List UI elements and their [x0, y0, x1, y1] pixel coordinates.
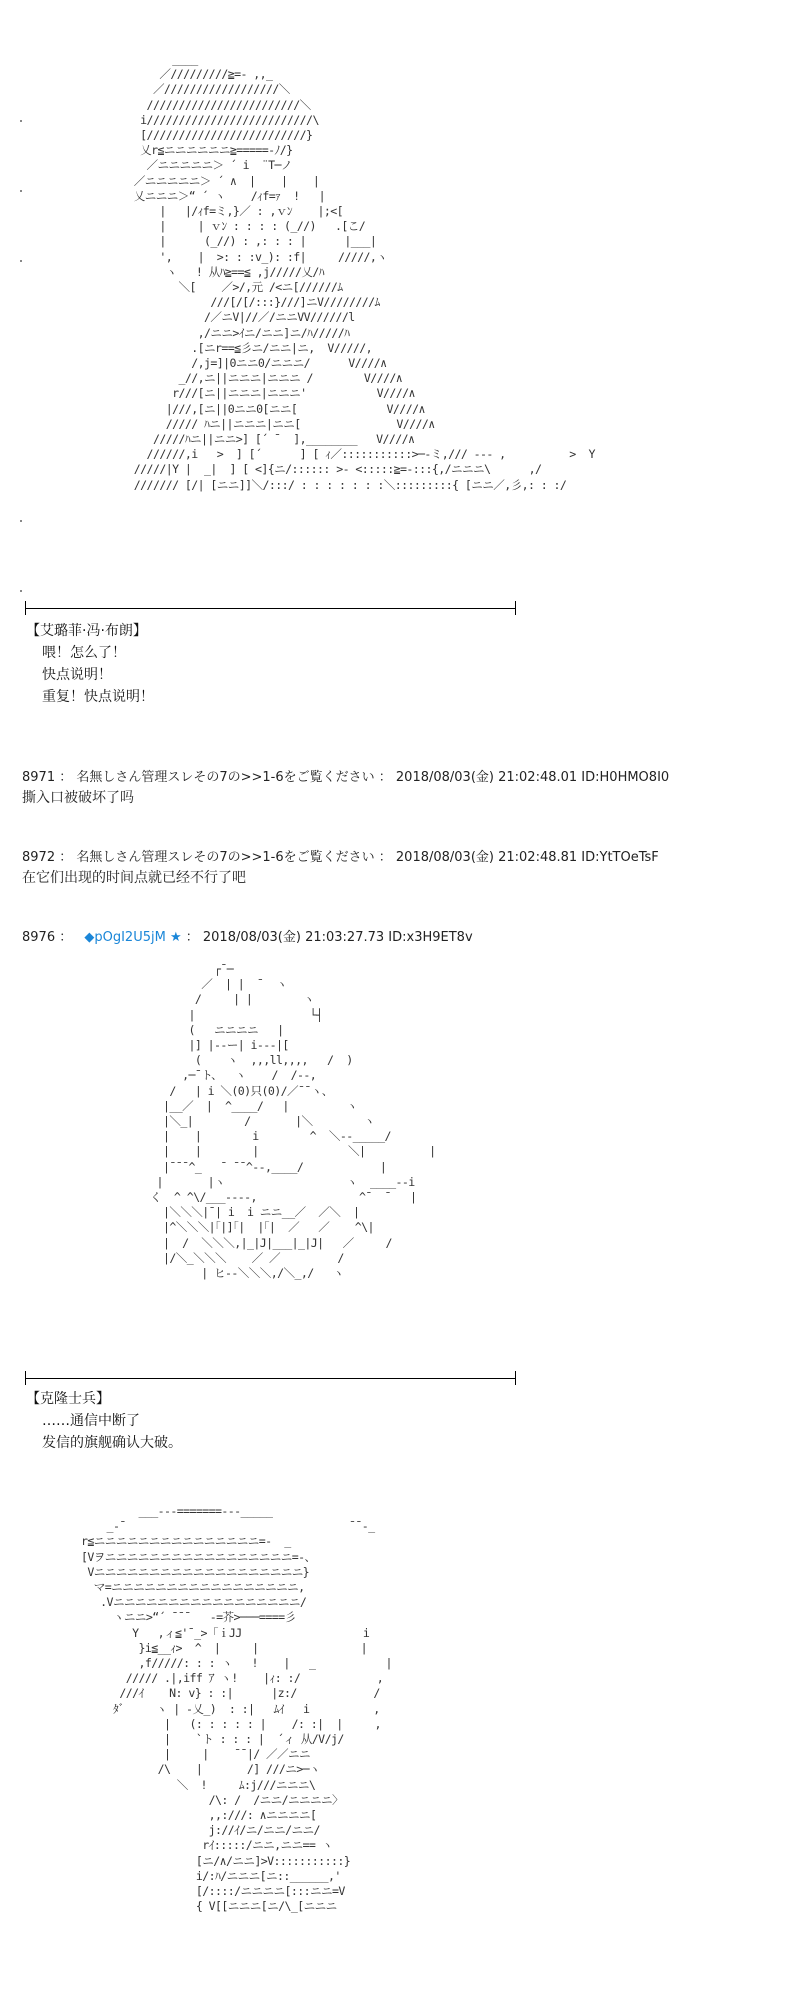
- divider-tick-left: [25, 1371, 26, 1385]
- divider-line: [25, 608, 515, 609]
- dialogue-line: 发信的旗舰确认大破。: [42, 1435, 182, 1451]
- dialogue-line: 重复！快点说明！: [42, 689, 154, 705]
- post-body: 在它们出现的时间点就已经不行了吧: [22, 870, 246, 886]
- margin-dot: [20, 520, 22, 522]
- forum-post: [22, 768, 669, 808]
- dialogue-line: ……通信中断了: [42, 1413, 140, 1429]
- dialogue-line: 快点说明！: [42, 667, 112, 683]
- forum-post: [22, 848, 659, 888]
- post-number: 8976 ：: [22, 930, 73, 945]
- divider-line: [25, 1378, 515, 1379]
- forum-post-header: [22, 928, 473, 948]
- margin-dot: [20, 260, 22, 262]
- post-body: 撕入口被破坏了吗: [22, 790, 134, 806]
- divider-tick-right: [515, 601, 516, 615]
- divider-tick-right: [515, 1371, 516, 1385]
- margin-dot: [20, 590, 22, 592]
- ascii-art-elfie: ____ ／/////////≧=- ,,_ ／//////////////////＼ ////////////////////////＼ i//////////////////////////\ [/////////////////////////} 乂r≦ニニニニニニ≧=====-ﾉ/} ／ニニニニニ＞ ´ i ¨T─ノ ／ニニニニニ＞ ´ ∧ | | | 乂ニニニ＞“ ´ ヽ /ｨf=ｧ ! | | |/ｨf=ミ,}／ : ,ｖﾝ |;<[ | | ｖﾝ : : : : (_//) .[こ/ | (_//) : ,: : : | |___| ', | >: : :v_): :f| /////,ヽ ヽ ! 从ﾊ≧==≦ ,j/////乂/ﾊ ＼[ ／>/,元 /<ニ[//////ﾑ ///[/[/:::}///]ニV////////ﾑ /／ニV|//／/ニニVV//////l ,/ニニ>ｲニ/ニニ]ニ/ﾊ/////ﾊ .[ニr==≦彡ニ/ニニ|ニ, V/////, /,j=]|0ニニ0/ニニニ/ V////∧ _//,ニ||ニニニ|ニニニ / V////∧ r///[ニ||ニニニ|ニニニ' V////∧ |///,[ニ||0ニニ0[ニニ[ V////∧ ///// ﾊニ||ニニニ|ニニ[ V////∧ /////ﾊニ||ニニ>] [´ ¯ ],________ V////∧ //////,i > ] [´ ] [ ｨ／:::::::::::>─-ミ,/// --- , > Y /////|Y | _| ] [ <]{ニ/:::::: >- <:::::≧=-:::{,/ニニニ\ ,/ /////// [/| [ニニ]]＼/:::/ : : : : : : :＼:::::::::{ [ニニ／,彡,: : :/: [133, 52, 595, 492]
- dialogue-line: 喂！怎么了！: [42, 645, 126, 661]
- post-header: 8971 ： 名無しさん管理スレその7の>>1-6をご覧ください ： 2018/08/03(金) 21:02:48.01 ID:H0HMO8I0: [22, 770, 670, 785]
- post-meta: ： 2018/08/03(金) 21:03:27.73 ID:x3H9ET8v: [185, 930, 473, 945]
- ascii-art-clone-trooper: ┌¯─ ／ | | ¯ ヽ / | | ヽ | └┤ ( ニニニニ | |] |--ー| i---|[ ( ヽ ,,,ll,,,, / ) ,─¯ト、 ヽ / /--, / | i ＼(0)只(0)/／¯¯ヽ、 |__／ | ^____/ | ヽ |＼_| / |＼ ヽ | | i ^ ＼--_____/ | | | ＼| | |¯¯¯^_ ¯ ¯¯^--,____/ | | |ヽ ヽ ____--i く ^ ^\/___----, ^¯ ¯ | |＼＼＼|¯| i i ニニ__／ ／＼ | |^＼＼＼|｢|]｢| |｢| ／ ／ ^\| | / ＼＼＼,|_|J|___|_|J| ／ / |/＼_＼＼＼ ／ ／ / | ヒ--＼＼＼,/＼_,/ ヽ: [150, 962, 436, 1281]
- divider-tick-left: [25, 601, 26, 615]
- author-trip-link[interactable]: ◆pOgI2U5jM ★: [84, 930, 182, 945]
- post-header: 8972 ： 名無しさん管理スレその7の>>1-6をご覧ください ： 2018/08/03(金) 21:02:48.81 ID:YtTOeTsF: [22, 850, 659, 865]
- dialogue-caption: [26, 1388, 182, 1454]
- margin-dot: [20, 190, 22, 192]
- ascii-art-helmet-figure: ___---=======---_____ _-¯ ¯¯-_ r≦ニニニニニニニニニニニニニニニ=- _ [Vヲニニニニニニニニニニニニニニニニニ=-、 Vニニニニニニニニニニニニニニニニニニニ} マ=ニニニニニニニニニニニニニニニニニ, .Vニニニニニニニニニニニニニニニニニ/ ヽニニ>“´ ¯¯¯ -=芥>───====彡 Y ,ィ≦'¯_>「ｉJJ i }i≦__ｨ> ^ | | | ,f/////: : : ヽ ! | _ | ///// .|,iff ｱ ヽ! |ｨ: :/ , ///ｲ N: v} : :| |z:/ / ﾀﾞ ヽ | -乂_) : :| ﾑｲ i , | (: : : : : | /: :| | , | `ト : : : | ´ィ 从/V/j/ | | ¯¯|/ ／／ニニ /\ | /] ///ニ>─ヽ ＼ ! ﾑ:j///ニニニ\ /\: / /ニニ/ニニニニ〉 ,,:///: ∧ニニニニ[ j://ｲ/ニ/ニニ/ニニ/ rｲ:::::/ニニ,ニニ== ヽ [ニ/∧/ニニ]>V:::::::::::} i/:ﾊ/ニニニ[ニ::______,' [/::::/ニニニニ[:::ニニ=V { V[[ニニニ[ニ/\_[ニニニ: [81, 1504, 392, 1914]
- dialogue-caption: [26, 620, 154, 708]
- speaker-name: 【艾璐菲·冯·布朗】: [26, 623, 147, 639]
- speaker-name: 【克隆士兵】: [26, 1391, 110, 1407]
- margin-dot: [20, 120, 22, 122]
